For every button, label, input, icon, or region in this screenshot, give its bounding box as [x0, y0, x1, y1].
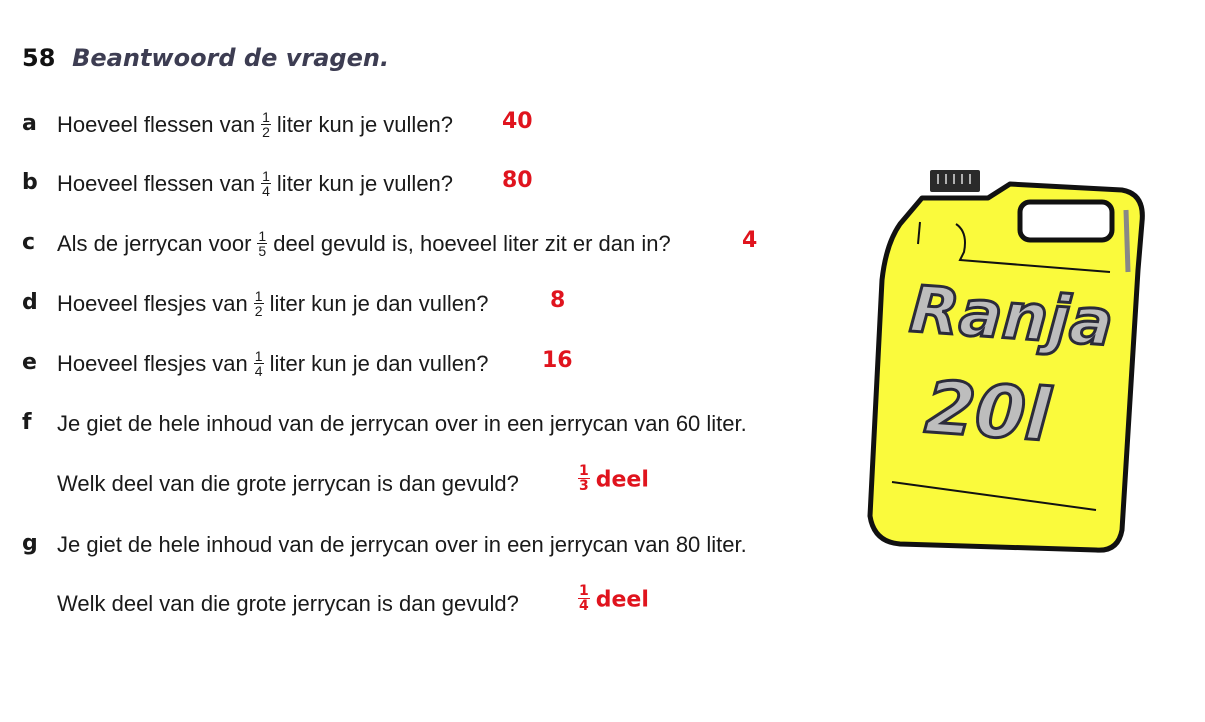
- answer: 4: [742, 228, 758, 253]
- answer: 80: [502, 168, 533, 193]
- question-letter: a: [22, 111, 37, 136]
- answer: $\frac{1}{3}$ deel: [579, 463, 649, 494]
- question-text: Als de jerrycan voor $\frac{1}{5}$ deel gevuld is, hoeveel liter zit er dan in?: [57, 227, 671, 259]
- answer: 40: [502, 109, 533, 134]
- jerrycan-illustration: [860, 160, 1160, 560]
- fraction: $\frac{1}{2}$: [254, 287, 263, 319]
- question-text: Je giet de hele inhoud van de jerrycan over in een jerrycan van 60 liter.: [57, 411, 747, 436]
- fraction: $\frac{1}{4}$: [262, 167, 270, 199]
- answer: 8: [550, 288, 566, 313]
- question-text: Hoeveel flessen van $\frac{1}{4}$ liter kun je vullen?: [57, 167, 454, 199]
- answer: $\frac{1}{4}$ deel: [579, 583, 649, 614]
- answer-fraction: $\frac{1}{4}$: [579, 583, 589, 614]
- question-text: Je giet de hele inhoud van de jerrycan over in een jerrycan van 80 liter.: [57, 532, 747, 557]
- question-text: Hoeveel flessen van $\frac{1}{2}$ liter kun je vullen?: [57, 108, 454, 140]
- question-text: Hoeveel flesjes van $\frac{1}{2}$ liter kun je dan vullen?: [57, 287, 489, 319]
- answer-fraction: $\frac{1}{3}$: [579, 463, 589, 494]
- exercise-number: 58: [22, 44, 56, 72]
- jerrycan-label-volume: 20l: [922, 364, 1053, 458]
- answer: 16: [542, 348, 573, 373]
- fraction: $\frac{1}{4}$: [254, 347, 263, 379]
- fraction: $\frac{1}{5}$: [258, 227, 267, 259]
- question-text: Hoeveel flesjes van $\frac{1}{4}$ liter kun je dan vullen?: [57, 347, 489, 379]
- question-subtext: Welk deel van die grote jerrycan is dan gevuld?: [57, 591, 519, 616]
- exercise-heading: [22, 44, 389, 73]
- question-letter: g: [22, 531, 38, 556]
- question-letter: d: [22, 290, 38, 315]
- question-letter: f: [22, 410, 32, 435]
- question-letter: e: [22, 350, 37, 375]
- jerrycan-handle: [1020, 202, 1112, 240]
- question-subtext: Welk deel van die grote jerrycan is dan gevuld?: [57, 471, 519, 496]
- fraction: $\frac{1}{2}$: [262, 108, 270, 140]
- question-letter: b: [22, 170, 38, 195]
- exercise-title: Beantwoord de vragen.: [72, 44, 390, 72]
- question-letter: c: [22, 230, 36, 255]
- jerrycan-label-brand: Ranja: [907, 273, 1116, 362]
